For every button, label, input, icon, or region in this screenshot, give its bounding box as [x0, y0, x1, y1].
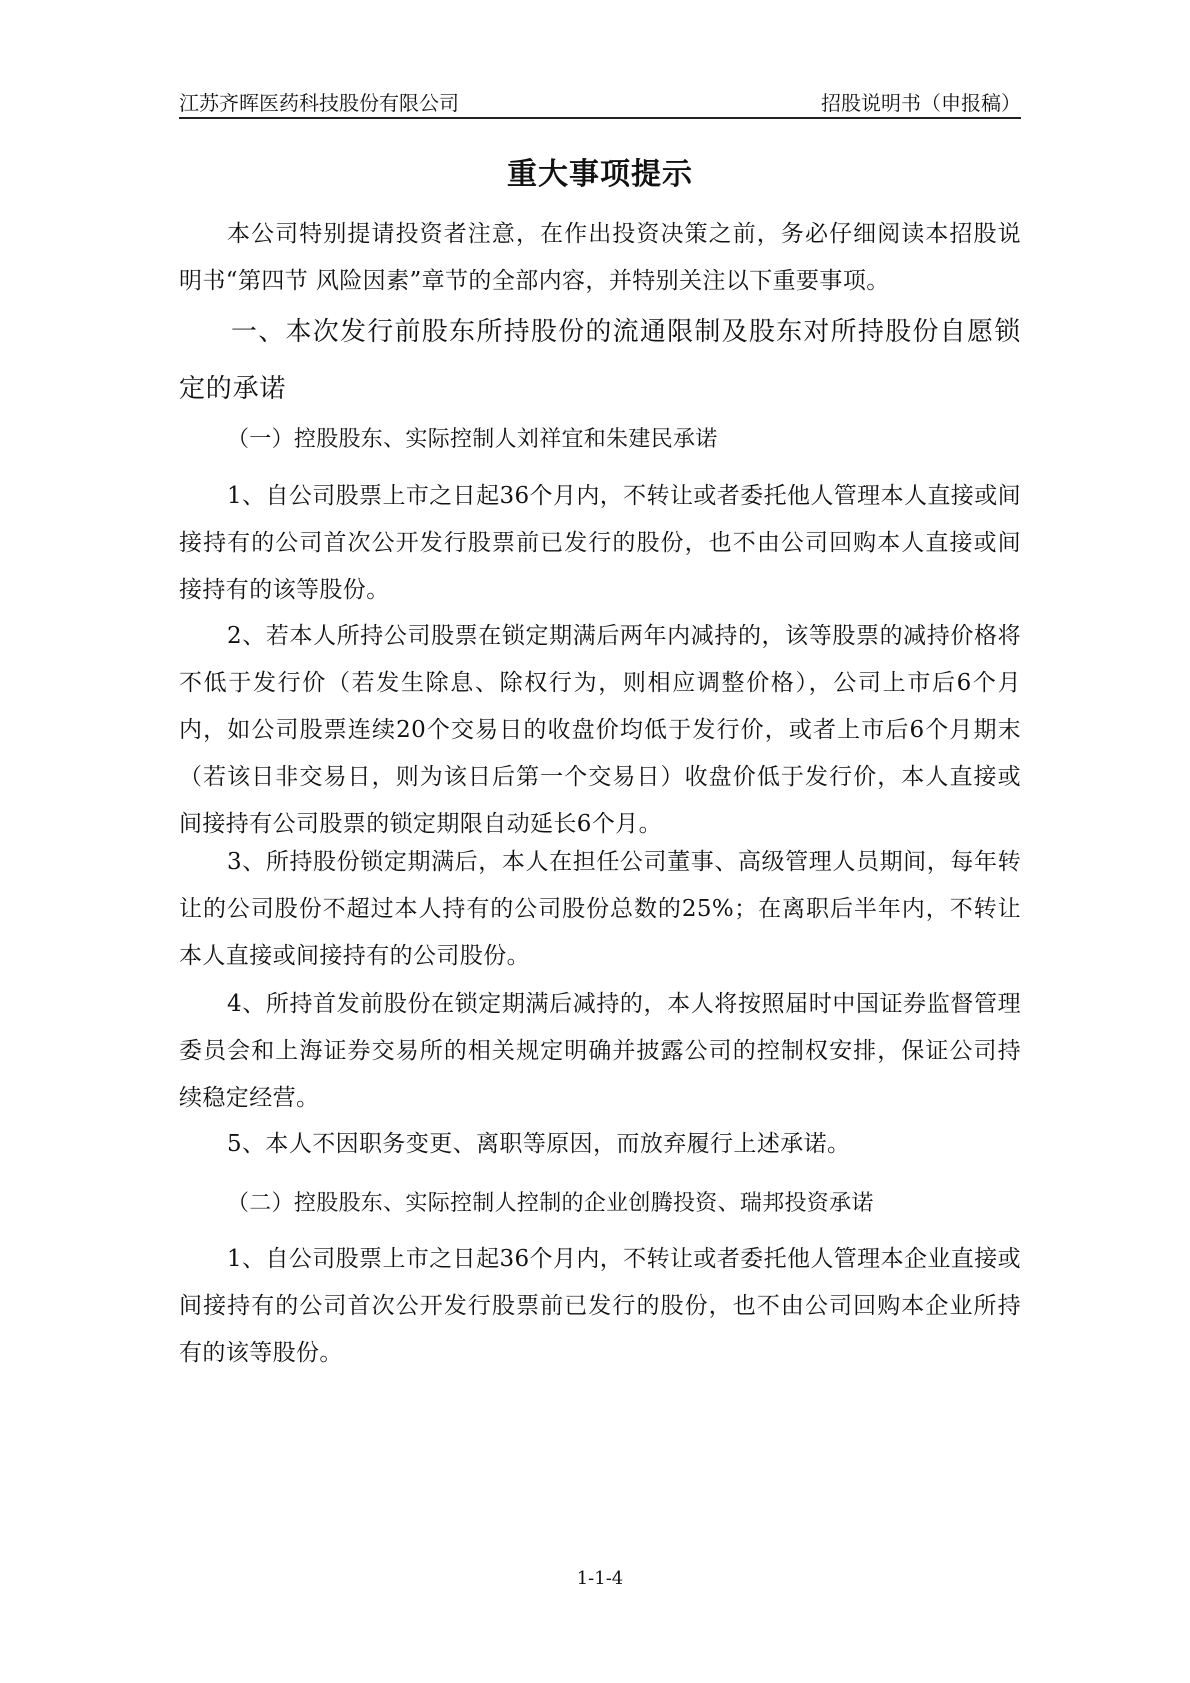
- page-number: 1-1-4: [576, 1568, 624, 1589]
- page-title: 重大事项提示: [507, 157, 693, 192]
- commitment-item-2-1: 1、自公司股票上市之日起36个月内，不转让或者委托他人管理本企业直接或间接持有的公司首次公开发行股票前已发行的股份，也不由公司回购本企业所持有的该等股份。: [179, 1246, 1021, 1366]
- intro-paragraph: 本公司特别提请投资者注意，在作出投资决策之前，务必仔细阅读本招股说明书“第四节 风险因素”章节的全部内容，并特别关注以下重要事项。: [179, 221, 1021, 294]
- commitment-item-1-5: 5、本人不因职务变更、离职等原因，而放弃履行上述承诺。: [227, 1131, 851, 1157]
- commitment-item-1-4: 4、所持首发前股份在锁定期满后减持的，本人将按照届时中国证券监督管理委员会和上海证券交易所的相关规定明确并披露公司的控制权安排，保证公司持续稳定经营。: [179, 991, 1021, 1111]
- subsection-heading-2: （二）控股股东、实际控制人控制的企业创腾投资、瑞邦投资承诺: [227, 1191, 874, 1216]
- section-heading-1: 一、本次发行前股东所持股份的流通限制及股东对所持股份自愿锁定的承诺: [179, 317, 1021, 404]
- commitment-item-1-3: 3、所持股份锁定期满后，本人在担任公司董事、高级管理人员期间，每年转让的公司股份不超过本人持有的公司股份总数的25%；在离职后半年内，不转让本人直接或间接持有的公司股份。: [179, 849, 1021, 969]
- subsection-heading-1: （一）控股股东、实际控制人刘祥宜和朱建民承诺: [227, 427, 718, 452]
- page-header: [179, 85, 1021, 119]
- commitment-item-1-1: 1、自公司股票上市之日起36个月内，不转让或者委托他人管理本人直接或间接持有的公司首次公开发行股票前已发行的股份，也不由公司回购本人直接或间接持有的该等股份。: [179, 483, 1021, 603]
- header-company-name: 江苏齐晖医药科技股份有限公司: [179, 91, 459, 115]
- header-document-type: 招股说明书（申报稿）: [821, 91, 1021, 115]
- commitment-item-1-2: 2、若本人所持公司股票在锁定期满后两年内减持的，该等股票的减持价格将不低于发行价（若发生除息、除权行为，则相应调整价格），公司上市后6个月内，如公司股票连续20个交易日的收盘价均低于发行价，或者上市后6个月期末（若该日非交易日，则为该日后第一个交易日）收盘价低于发行价，本人直接或间接持有公司股票的锁定期限自动延长6个月。: [179, 623, 1021, 837]
